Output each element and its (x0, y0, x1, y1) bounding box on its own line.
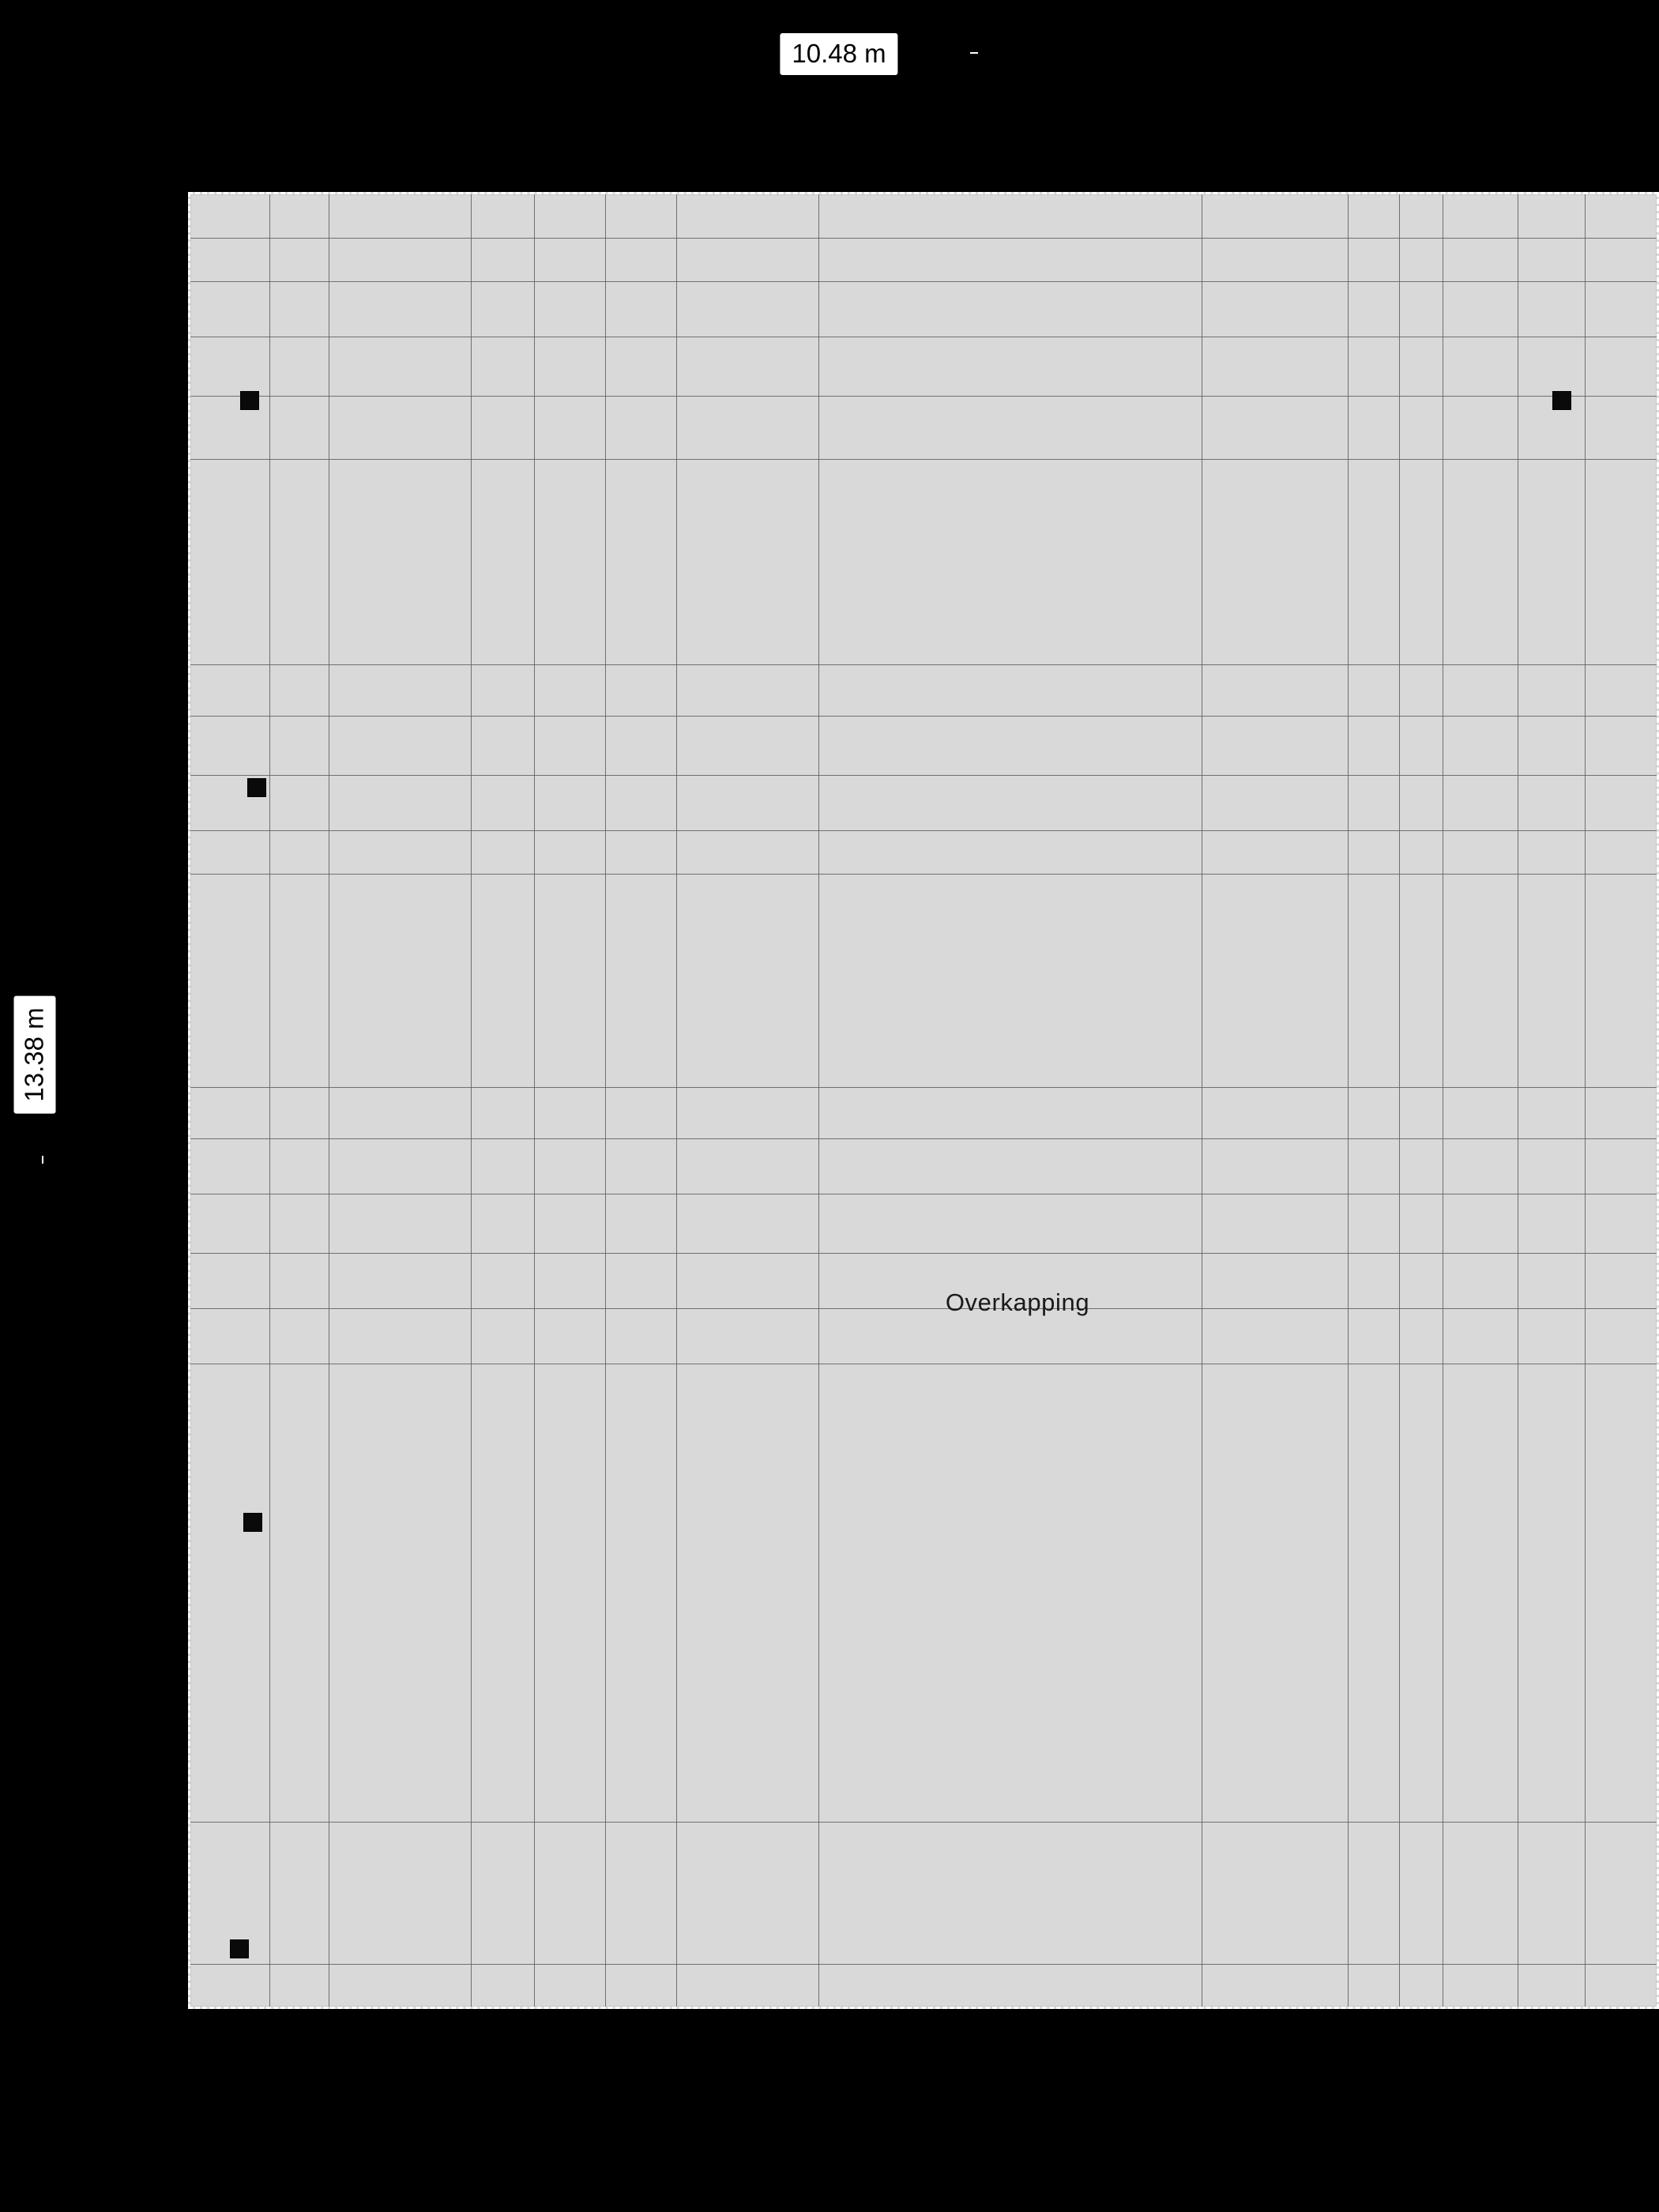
grid-line-horizontal (190, 396, 1657, 397)
dimension-label-depth[interactable]: 13.38 m (14, 995, 56, 1113)
grid-line-horizontal (190, 874, 1657, 875)
dimension-label-width[interactable]: 10.48 m (780, 33, 897, 75)
grid-line-vertical (605, 194, 606, 2007)
grid-line-horizontal (190, 830, 1657, 831)
grid-line-horizontal (190, 1964, 1657, 1965)
grid-line-vertical (471, 194, 472, 2007)
grid-line-horizontal (190, 1138, 1657, 1139)
canopy-inner-frame (190, 194, 1657, 2007)
grid-line-vertical (269, 194, 270, 2007)
grid-line-horizontal (190, 716, 1657, 717)
grid-line-horizontal (190, 238, 1657, 239)
support-post-marker[interactable] (244, 1514, 261, 1531)
grid-line-horizontal (190, 775, 1657, 776)
grid-line-vertical (1399, 194, 1400, 2007)
canopy-label: Overkapping (945, 1288, 1090, 1316)
grid-line-horizontal (190, 1822, 1657, 1823)
grid-line-horizontal (190, 664, 1657, 665)
canopy-plan-area[interactable] (188, 192, 1659, 2009)
grid-line-vertical (1348, 194, 1349, 2007)
grid-line-vertical (818, 194, 819, 2007)
support-post-marker[interactable] (231, 1940, 248, 1958)
support-post-marker[interactable] (241, 392, 258, 409)
grid-line-horizontal (190, 1308, 1657, 1309)
dimension-tick-right (970, 52, 978, 54)
grid-line-vertical (676, 194, 677, 2007)
dimension-tick-bottom (42, 1156, 43, 1164)
grid-line-horizontal (190, 459, 1657, 460)
support-post-marker[interactable] (248, 779, 265, 796)
grid-line-horizontal (190, 281, 1657, 282)
grid-line-horizontal (190, 1253, 1657, 1254)
grid-line-vertical (1585, 194, 1586, 2007)
grid-line-vertical (534, 194, 535, 2007)
support-post-marker[interactable] (1553, 392, 1571, 409)
grid-line-horizontal (190, 1087, 1657, 1088)
